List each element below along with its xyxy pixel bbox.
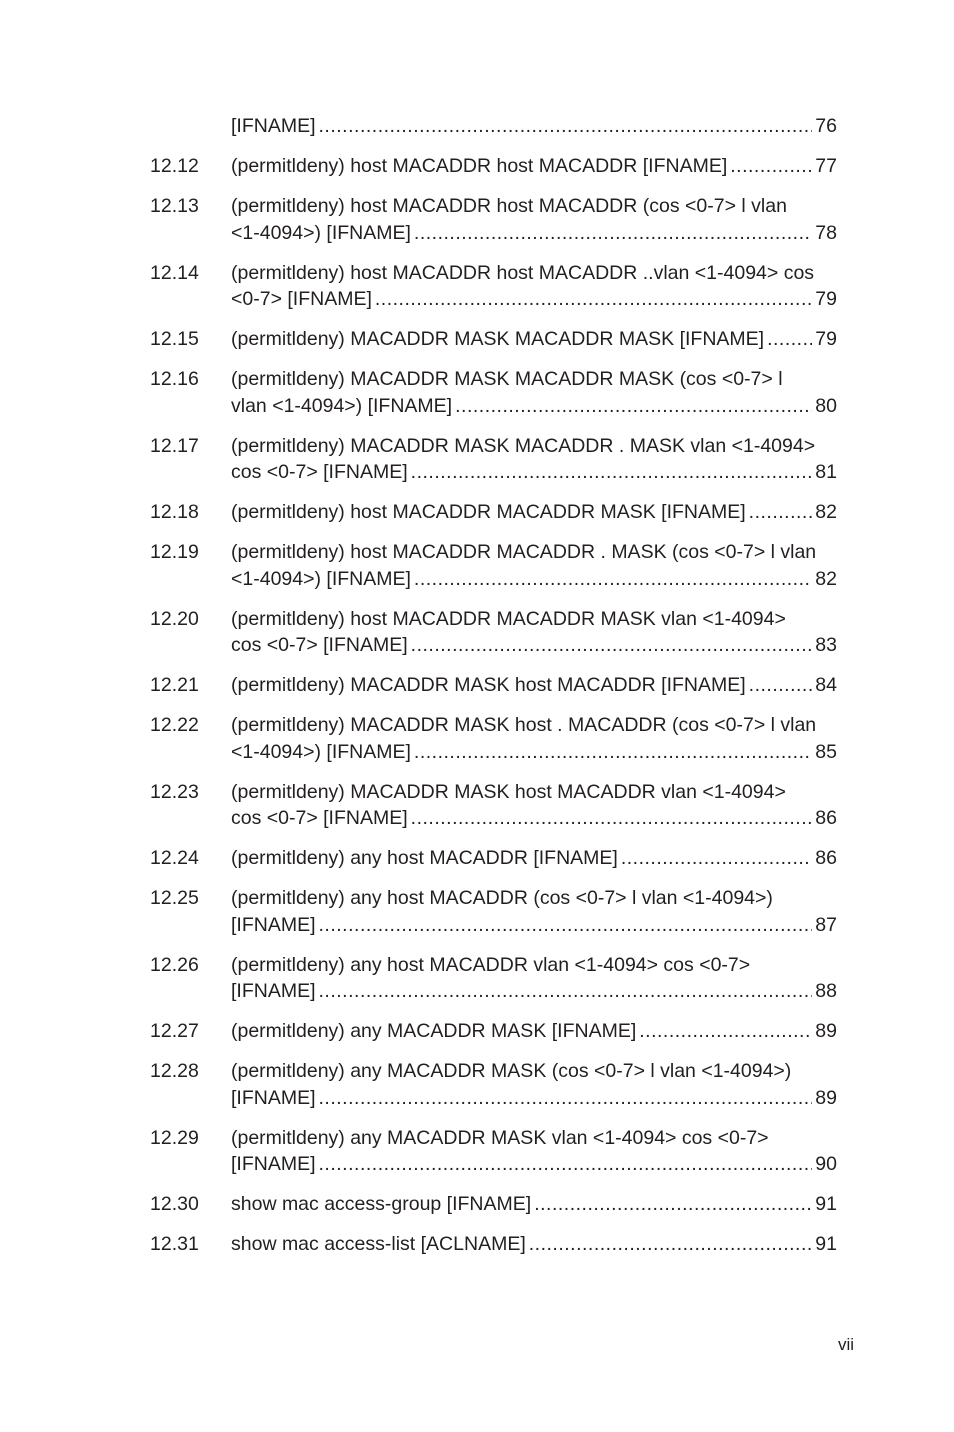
toc-entry[interactable] bbox=[150, 499, 837, 526]
entry-page-number[interactable]: 76 bbox=[815, 115, 837, 137]
entry-title bbox=[231, 1191, 837, 1218]
dot-leader bbox=[319, 1085, 813, 1112]
page-number: vii bbox=[838, 1335, 855, 1354]
toc-entry[interactable] bbox=[150, 606, 837, 659]
entry-page-number[interactable]: 86 bbox=[815, 847, 837, 869]
dot-leader bbox=[529, 1231, 813, 1258]
entry-page-number[interactable]: 79 bbox=[815, 288, 837, 310]
toc-entry[interactable] bbox=[150, 326, 837, 353]
entry-title bbox=[231, 606, 837, 659]
dot-leader bbox=[375, 286, 812, 313]
entry-title bbox=[231, 539, 837, 592]
section-number: 12.14 bbox=[150, 261, 199, 284]
entry-title bbox=[231, 499, 837, 526]
toc-entry[interactable] bbox=[150, 366, 837, 419]
toc-entry[interactable] bbox=[150, 845, 837, 872]
entry-page-number[interactable]: 79 bbox=[815, 328, 837, 350]
entry-page-number[interactable]: 83 bbox=[815, 634, 837, 656]
title-last-line bbox=[231, 1231, 837, 1258]
entry-page-number[interactable]: 89 bbox=[815, 1086, 837, 1109]
entry-page-number[interactable]: 77 bbox=[815, 155, 837, 177]
dot-leader bbox=[319, 912, 813, 939]
toc-entry[interactable] bbox=[150, 1125, 837, 1178]
entry-page-number[interactable]: 91 bbox=[815, 1233, 837, 1255]
section-number: 12.31 bbox=[150, 1233, 199, 1255]
title-line: <1-4094>) [IFNAME] bbox=[231, 567, 411, 590]
dot-leader bbox=[749, 499, 813, 526]
section-number: 12.27 bbox=[150, 1020, 199, 1042]
entry-page-number[interactable]: 88 bbox=[815, 980, 837, 1002]
title-line: (permitldeny) any host MACADDR [IFNAME] bbox=[231, 847, 618, 869]
title-line: (permitldeny) MACADDR MASK MACADDR . MASK vlan <1-4094> bbox=[231, 434, 816, 457]
title-line: (permitldeny) any host MACADDR vlan <1-4094> cos <0-7> bbox=[231, 953, 751, 976]
title-line: cos <0-7> [IFNAME] bbox=[231, 461, 408, 483]
toc-entry[interactable] bbox=[150, 539, 837, 592]
section-number: 12.22 bbox=[150, 714, 199, 736]
entry-title bbox=[231, 1125, 837, 1178]
title-line: [IFNAME] bbox=[231, 1153, 316, 1175]
title-last-line bbox=[231, 326, 837, 353]
dot-leader bbox=[534, 1191, 812, 1218]
entry-title bbox=[231, 779, 837, 832]
entry-title bbox=[231, 260, 837, 313]
dot-leader bbox=[639, 1018, 812, 1045]
title-last-line bbox=[231, 978, 837, 1005]
dot-leader bbox=[767, 326, 812, 353]
section-number: 12.15 bbox=[150, 328, 199, 350]
title-line: (permitldeny) MACADDR MASK host MACADDR vlan <1-4094> bbox=[231, 780, 786, 803]
entry-title bbox=[231, 672, 837, 699]
title-last-line bbox=[231, 459, 837, 486]
entry-title bbox=[231, 153, 837, 180]
section-number: 12.12 bbox=[150, 155, 199, 177]
section-number: 12.20 bbox=[150, 607, 199, 630]
entry-page-number[interactable]: 80 bbox=[815, 394, 837, 417]
toc-entry[interactable] bbox=[150, 113, 837, 140]
entry-page-number[interactable]: 91 bbox=[815, 1193, 837, 1215]
title-line: cos <0-7> [IFNAME] bbox=[231, 634, 408, 656]
entry-title bbox=[231, 1231, 837, 1258]
section-number: 12.13 bbox=[150, 195, 199, 217]
toc-entry[interactable] bbox=[150, 1018, 837, 1045]
toc-entry[interactable] bbox=[150, 712, 837, 765]
dot-leader bbox=[414, 739, 812, 766]
toc-entry[interactable] bbox=[150, 433, 837, 486]
section-number: 12.21 bbox=[150, 674, 199, 696]
entry-title bbox=[231, 1018, 837, 1045]
title-line: (permitldeny) host MACADDR MACADDR MASK vlan <1-4094> bbox=[231, 607, 786, 630]
entry-page-number[interactable]: 87 bbox=[815, 913, 837, 936]
table-of-contents bbox=[150, 113, 837, 1271]
title-last-line bbox=[231, 739, 837, 766]
section-number: 12.19 bbox=[150, 541, 199, 563]
section-number: 12.23 bbox=[150, 780, 199, 803]
dot-leader bbox=[319, 1151, 813, 1178]
entry-title bbox=[231, 326, 837, 353]
section-number: 12.18 bbox=[150, 501, 199, 523]
dot-leader bbox=[411, 805, 813, 832]
dot-leader bbox=[414, 220, 812, 247]
section-number: 12.25 bbox=[150, 887, 199, 909]
entry-page-number[interactable]: 84 bbox=[815, 674, 837, 696]
section-number: 12.30 bbox=[150, 1193, 199, 1215]
toc-entry[interactable] bbox=[150, 1231, 837, 1258]
title-line: [IFNAME] bbox=[231, 115, 316, 137]
toc-entry[interactable] bbox=[150, 672, 837, 699]
title-line: [IFNAME] bbox=[231, 1086, 316, 1109]
toc-entry[interactable] bbox=[150, 952, 837, 1005]
title-line: <1-4094>) [IFNAME] bbox=[231, 740, 411, 763]
title-last-line bbox=[231, 672, 837, 699]
entry-title bbox=[231, 113, 837, 140]
entry-page-number[interactable]: 82 bbox=[815, 567, 837, 590]
dot-leader bbox=[411, 632, 813, 659]
dot-leader bbox=[730, 153, 812, 180]
section-number: 12.16 bbox=[150, 368, 199, 390]
entry-title bbox=[231, 1058, 837, 1111]
section-number: 12.26 bbox=[150, 953, 199, 976]
title-line: show mac access-group [IFNAME] bbox=[231, 1193, 532, 1215]
dot-leader bbox=[621, 845, 812, 872]
entry-title bbox=[231, 845, 837, 872]
title-last-line bbox=[231, 286, 837, 313]
title-last-line bbox=[231, 632, 837, 659]
entry-title bbox=[231, 712, 837, 765]
toc-entry[interactable] bbox=[150, 885, 837, 938]
title-last-line bbox=[231, 566, 837, 593]
title-line: (permitldeny) MACADDR MASK host MACADDR [IFNAME] bbox=[231, 674, 746, 696]
entry-page-number[interactable]: 78 bbox=[815, 221, 837, 244]
section-number: 12.17 bbox=[150, 434, 199, 457]
toc-entry[interactable] bbox=[150, 193, 837, 246]
dot-leader bbox=[414, 566, 812, 593]
section-number: 12.24 bbox=[150, 847, 199, 869]
title-last-line bbox=[231, 805, 837, 832]
title-last-line bbox=[231, 1151, 837, 1178]
title-line: (permitldeny) any MACADDR MASK (cos <0-7> l vlan <1-4094>) bbox=[231, 1060, 792, 1082]
title-line: (permitldeny) host MACADDR host MACADDR (cos <0-7> l vlan bbox=[231, 195, 787, 217]
title-last-line bbox=[231, 1018, 837, 1045]
title-last-line bbox=[231, 153, 837, 180]
toc-entry[interactable] bbox=[150, 1191, 837, 1218]
entry-title bbox=[231, 952, 837, 1005]
entry-page-number[interactable]: 90 bbox=[815, 1153, 837, 1175]
dot-leader bbox=[411, 459, 813, 486]
entry-page-number[interactable]: 85 bbox=[815, 740, 837, 763]
title-line: (permitldeny) any host MACADDR (cos <0-7> l vlan <1-4094>) bbox=[231, 887, 773, 909]
title-line: [IFNAME] bbox=[231, 980, 316, 1002]
entry-page-number[interactable]: 86 bbox=[815, 807, 837, 829]
title-line: [IFNAME] bbox=[231, 913, 316, 936]
title-last-line bbox=[231, 1085, 837, 1112]
title-line: (permitldeny) MACADDR MASK host . MACADDR (cos <0-7> l vlan bbox=[231, 714, 817, 736]
title-line: vlan <1-4094>) [IFNAME] bbox=[231, 394, 453, 417]
title-line: (permitldeny) host MACADDR host MACADDR ..vlan <1-4094> cos bbox=[231, 261, 815, 284]
title-line: (permitldeny) host MACADDR host MACADDR [IFNAME] bbox=[231, 155, 728, 177]
title-line: (permitldeny) MACADDR MASK MACADDR MASK (cos <0-7> l bbox=[231, 368, 783, 390]
entry-page-number[interactable]: 82 bbox=[815, 501, 837, 523]
title-line: (permitldeny) MACADDR MASK MACADDR MASK [IFNAME] bbox=[231, 328, 765, 350]
title-last-line bbox=[231, 220, 837, 247]
toc-entry[interactable] bbox=[150, 779, 837, 832]
title-line: cos <0-7> [IFNAME] bbox=[231, 807, 408, 829]
title-last-line bbox=[231, 113, 837, 140]
section-number: 12.29 bbox=[150, 1126, 199, 1149]
title-line: (permitldeny) host MACADDR MACADDR MASK [IFNAME] bbox=[231, 501, 746, 523]
title-line: <0-7> [IFNAME] bbox=[231, 288, 372, 310]
dot-leader bbox=[319, 113, 813, 140]
title-last-line bbox=[231, 845, 837, 872]
entry-title bbox=[231, 193, 837, 246]
title-line: <1-4094>) [IFNAME] bbox=[231, 221, 411, 244]
toc-entry[interactable] bbox=[150, 153, 837, 180]
section-number bbox=[150, 113, 231, 140]
title-last-line bbox=[231, 499, 837, 526]
dot-leader bbox=[455, 393, 812, 420]
entry-page-number[interactable]: 89 bbox=[815, 1020, 837, 1042]
entry-page-number[interactable]: 81 bbox=[815, 461, 837, 483]
title-line: (permitldeny) any MACADDR MASK vlan <1-4094> cos <0-7> bbox=[231, 1126, 769, 1149]
dot-leader bbox=[749, 672, 813, 699]
toc-entry[interactable] bbox=[150, 260, 837, 313]
title-last-line bbox=[231, 1191, 837, 1218]
entry-title bbox=[231, 366, 837, 419]
title-last-line bbox=[231, 393, 837, 420]
dot-leader bbox=[319, 978, 813, 1005]
title-line: (permitldeny) host MACADDR MACADDR . MASK (cos <0-7> l vlan bbox=[231, 541, 817, 563]
section-number: 12.28 bbox=[150, 1060, 199, 1082]
title-last-line bbox=[231, 912, 837, 939]
title-line: (permitldeny) any MACADDR MASK [IFNAME] bbox=[231, 1020, 637, 1042]
title-line: show mac access-list [ACLNAME] bbox=[231, 1233, 526, 1255]
entry-title bbox=[231, 885, 837, 938]
toc-entry[interactable] bbox=[150, 1058, 837, 1111]
entry-title bbox=[231, 433, 837, 486]
